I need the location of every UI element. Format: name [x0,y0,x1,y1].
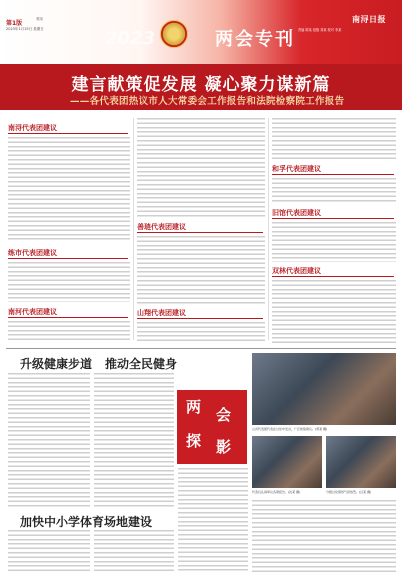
article-body [178,468,248,572]
section-heading: 旧馆代表团建议 [272,209,321,217]
article-body [94,373,174,508]
section-heading: 双林代表团建议 [272,267,321,275]
section-heading: 善琏代表团建议 [137,223,186,231]
article-body [272,178,396,204]
section-rule [8,317,128,318]
edition-number: 第1版 [6,20,23,27]
column-divider [268,118,269,340]
section-rule [137,232,263,233]
main-headline: 建言献策促发展 凝心聚力谋新篇 [71,75,331,95]
section-heading: 练市代表团建议 [8,249,57,257]
article-body [137,118,265,218]
article-body [272,118,396,160]
section-heading: 山翔代表团建议 [137,309,186,317]
article-body [137,236,265,304]
deco-char: 会 [216,406,232,424]
newspaper-logo: 南浔日报 [352,15,386,24]
column-divider [133,118,134,340]
deco-char: 影 [216,438,232,456]
section-rule [272,174,394,175]
feature-headline-right: 推动全民健身 [105,357,178,371]
deco-char: 两 [186,398,202,416]
section-rule [8,133,128,134]
article-body [272,222,396,262]
special-edition-title: 两会专刊 [215,29,295,50]
section-rule [137,318,263,319]
article-body [8,373,90,508]
feature-headline-bottom: 加快中小学体育场地建设 [20,515,153,529]
article-body [8,262,130,302]
sub-headline: ——各代表团热议市人大常委会工作报告和法院检察院工作报告 [70,96,345,107]
section-rule [272,276,394,277]
article-body [94,530,174,572]
year-decoration: 2023 [105,28,156,49]
section-rule [8,258,128,259]
edition-date: 2023年1月15日 星期日 [6,27,44,31]
section-heading: 南浔代表团建议 [8,124,57,132]
masthead [0,0,402,64]
article-body [8,321,130,343]
feature-headline-left: 升级健康步道 [20,357,93,371]
news-photo [252,353,396,425]
news-photo [252,436,322,488]
photo-caption: 山河代表团代表在讨论中发言，广泛收集建议。(郑某 摄) [252,427,328,431]
section-divider [6,348,396,349]
photo-caption: 分组讨论现场气氛热烈。(吕某 摄) [326,490,372,494]
news-photo [326,436,396,488]
article-body [8,530,90,572]
article-body [8,137,130,242]
photo-caption: 代表们认真审议各项报告。(沈某 摄) [252,490,301,494]
article-body [272,280,396,344]
article-body [137,322,265,344]
editor-credits: 责编 陈某 组版 刘某 校对 李某 [298,28,342,32]
section-rule [272,218,394,219]
deco-char: 探 [186,432,202,450]
section-heading: 和孚代表团建议 [272,165,321,173]
article-body [252,500,396,572]
national-emblem-icon [160,20,188,48]
edition-label: 要闻 [36,17,43,21]
section-heading: 南河代表团建议 [8,308,57,316]
